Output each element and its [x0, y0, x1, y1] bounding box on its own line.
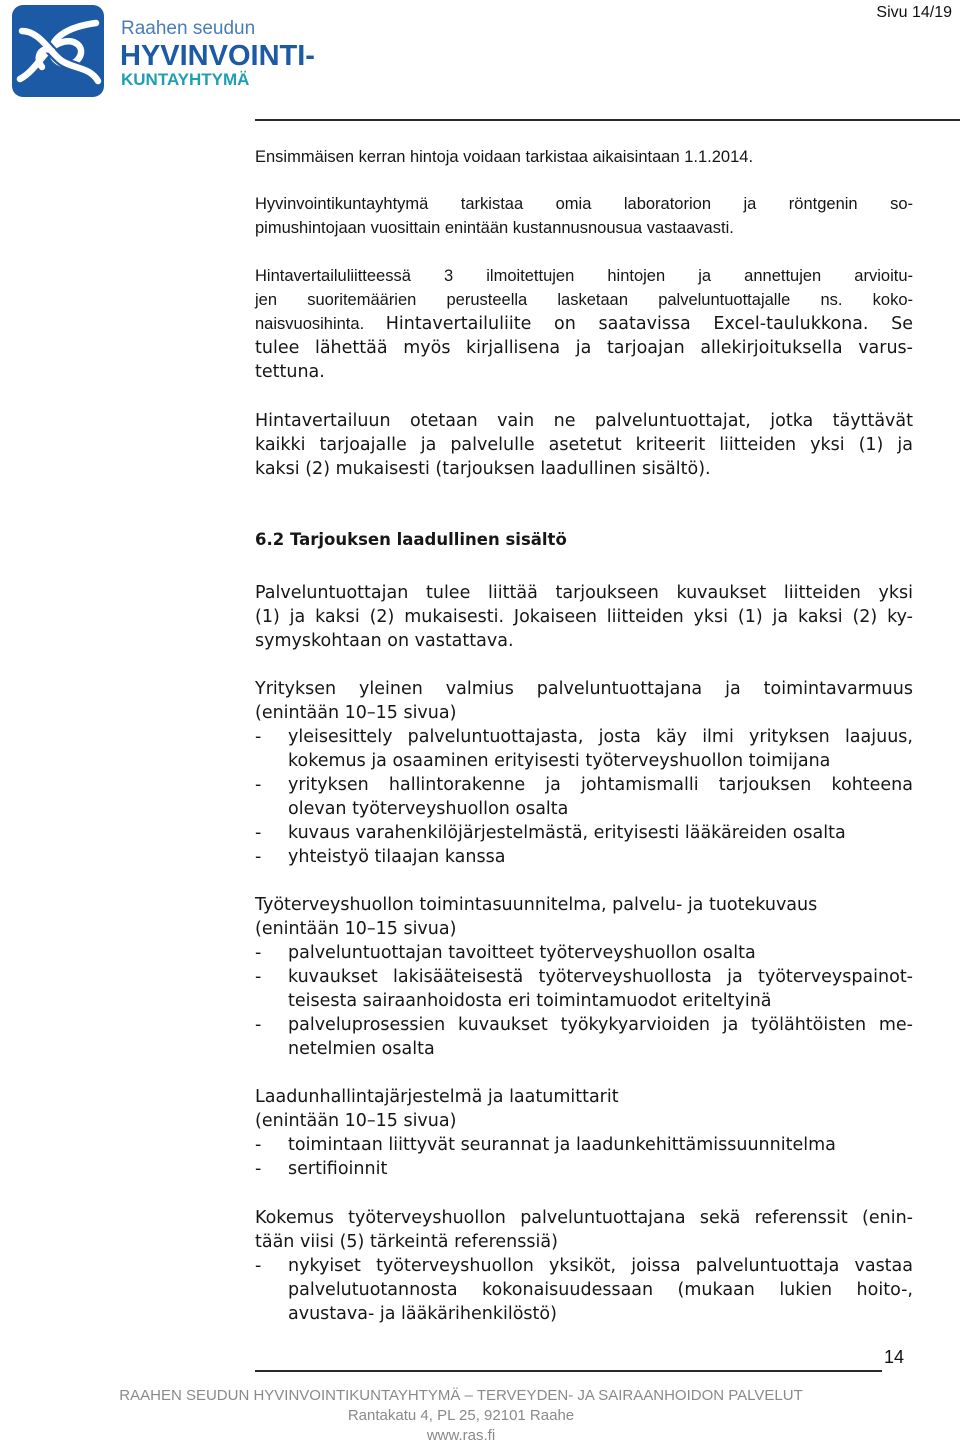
- knot-emblem-icon: [12, 5, 104, 97]
- list-bullet: -: [255, 775, 262, 795]
- group-title-line: (enintään 10–15 sivua): [255, 1111, 457, 1131]
- list-bullet: -: [255, 1135, 262, 1155]
- logo-line-type: KUNTAYHTYMÄ: [121, 70, 250, 89]
- paragraph-price-comparison: [255, 264, 913, 384]
- list-item: [255, 773, 913, 821]
- list-item: [255, 1133, 913, 1157]
- text-line: symyskohtaan on vastattava.: [255, 631, 514, 651]
- text-line: kaksi (2) mukaisesti (tarjouksen laadullinen sisältö).: [255, 459, 711, 479]
- list-bullet: -: [255, 967, 262, 987]
- text-line: yleisesittely palveluntuottajasta, josta käy ilmi yrityksen laajuus,: [288, 727, 913, 747]
- text-line: teisesta sairaanhoidosta eri toimintamuodot eriteltyinä: [288, 991, 772, 1011]
- text-line: yrityksen hallintorakenne ja johtamismalli tarjouksen kohteena: [288, 775, 913, 795]
- paragraph-eligibility: [255, 409, 913, 481]
- requirement-group-company: [255, 677, 913, 869]
- text-line: tettuna.: [255, 362, 325, 382]
- group-title-line: Kokemus työterveyshuollon palveluntuottajana sekä referenssit (enin-: [255, 1208, 913, 1228]
- text-line: pimushintojaan vuosittain enintään kustannusnousua vastaavasti.: [255, 219, 734, 237]
- footer-organization: RAAHEN SEUDUN HYVINVOINTIKUNTAYHTYMÄ – TERVEYDEN- JA SAIRAANHOIDON PALVELUT: [119, 1387, 803, 1404]
- group-title-line: Työterveyshuollon toimintasuunnitelma, palvelu- ja tuotekuvaus: [255, 895, 818, 915]
- page-number: 14: [884, 1347, 905, 1367]
- footer-divider: [255, 1370, 882, 1372]
- text-segment: naisvuosihinta.: [255, 315, 365, 333]
- group-title-line: (enintään 10–15 sivua): [255, 703, 457, 723]
- text-line: palveluprosessien kuvaukset työkykyarvioiden ja työlähtöisten me-: [288, 1015, 913, 1035]
- list-bullet: -: [255, 943, 262, 963]
- list-item: [255, 845, 913, 869]
- paragraph-attachments: [255, 581, 913, 653]
- text-line: Palveluntuottajan tulee liittää tarjoukseen kuvaukset liitteiden yksi: [255, 583, 913, 603]
- header-divider: [255, 119, 960, 121]
- page-indicator: Sivu 14/19: [876, 4, 952, 21]
- footer-website-link[interactable]: www.ras.fi: [426, 1427, 496, 1444]
- text-line: jen suoritemäärien perusteella lasketaan palveluntuottajalle ns. koko-: [255, 291, 913, 309]
- requirement-group-references: [255, 1206, 913, 1326]
- text-line: avustava- ja lääkärihenkilöstö): [288, 1304, 557, 1324]
- text-line: nykyiset työterveyshuollon yksiköt, joissa palveluntuottaja vastaa: [288, 1256, 913, 1276]
- text-line: olevan työterveyshuollon osalta: [288, 799, 569, 819]
- group-title-line: tään viisi (5) tärkeintä referenssiä): [255, 1232, 558, 1252]
- group-title-line: Yrityksen yleinen valmius palveluntuottajana ja toimintavarmuus: [255, 679, 913, 699]
- list-bullet: -: [255, 1015, 262, 1035]
- text-line: yhteistyö tilaajan kanssa: [288, 847, 506, 867]
- text-line: toimintaan liittyvät seurannat ja laadunkehittämissuunnitelma: [288, 1135, 836, 1155]
- list-bullet: -: [255, 1256, 262, 1276]
- text-segment: Hintavertailuliite on saatavissa Excel-taulukkona. Se: [385, 314, 913, 334]
- logo-line-name: HYVINVOINTI-: [120, 40, 315, 72]
- text-line: kuvaukset lakisääteisestä työterveyshuollosta ja työterveyspainot-: [288, 967, 913, 987]
- group-title-line: (enintään 10–15 sivua): [255, 919, 457, 939]
- logo-line-region: Raahen seudun: [121, 18, 256, 39]
- footer-address: Rantakatu 4, PL 25, 92101 Raahe: [347, 1407, 575, 1424]
- text-line: sertifioinnit: [288, 1159, 388, 1179]
- paragraph-first-review: [255, 145, 913, 169]
- text-line: Hintavertailuliitteessä 3 ilmoitettujen hintojen ja annettujen arvioitu-: [255, 267, 913, 285]
- text-line: Hyvinvointikuntayhtymä tarkistaa omia laboratorion ja röntgenin so-: [255, 195, 913, 213]
- text-line: kuvaus varahenkilöjärjestelmästä, erityisesti lääkäreiden osalta: [288, 823, 846, 843]
- text-line: kokemus ja osaaminen erityisesti työterveyshuollon toimijana: [288, 751, 831, 771]
- requirement-group-quality: [255, 1085, 913, 1181]
- group-title-line: Laadunhallintajärjestelmä ja laatumittarit: [255, 1087, 619, 1107]
- text-line: palvelutuotannosta kokonaisuudessaan (mukaan lukien hoito-,: [288, 1280, 913, 1300]
- text-line: Ensimmäisen kerran hintoja voidaan tarkistaa aikaisintaan 1.1.2014.: [255, 148, 754, 166]
- text-line: tulee lähettää myös kirjallisena ja tarjoajan allekirjoituksella varus-: [255, 338, 913, 358]
- text-line: (1) ja kaksi (2) mukaisesti. Jokaiseen liitteiden yksi (1) ja kaksi (2) ky-: [255, 607, 913, 627]
- list-bullet: -: [255, 1159, 262, 1179]
- heading-text: 6.2 Tarjouksen laadullinen sisältö: [255, 530, 567, 549]
- logo-emblem-icon: [12, 5, 104, 97]
- list-bullet: -: [255, 823, 262, 843]
- text-line: [255, 312, 913, 336]
- text-line: netelmien osalta: [288, 1039, 435, 1059]
- requirement-group-plan: [255, 893, 913, 1061]
- list-item: [255, 821, 913, 845]
- list-item: [255, 725, 913, 773]
- list-item: [255, 965, 913, 1013]
- list-bullet: -: [255, 727, 262, 747]
- text-line: kaikki tarjoajalle ja palvelulle asetetut kriteerit liitteiden yksi (1) ja: [255, 435, 913, 455]
- paragraph-lab-xray-prices: [255, 192, 913, 240]
- list-item: [255, 1013, 913, 1061]
- footer: [0, 1386, 922, 1446]
- text-line: Hintavertailuun otetaan vain ne palveluntuottajat, jotka täyttävät: [255, 411, 913, 431]
- section-heading: [255, 528, 913, 552]
- list-item: [255, 1157, 913, 1181]
- list-bullet: -: [255, 847, 262, 867]
- list-item: [255, 941, 913, 965]
- list-item: [255, 1254, 913, 1326]
- text-line: palveluntuottajan tavoitteet työterveyshuollon osalta: [288, 943, 756, 963]
